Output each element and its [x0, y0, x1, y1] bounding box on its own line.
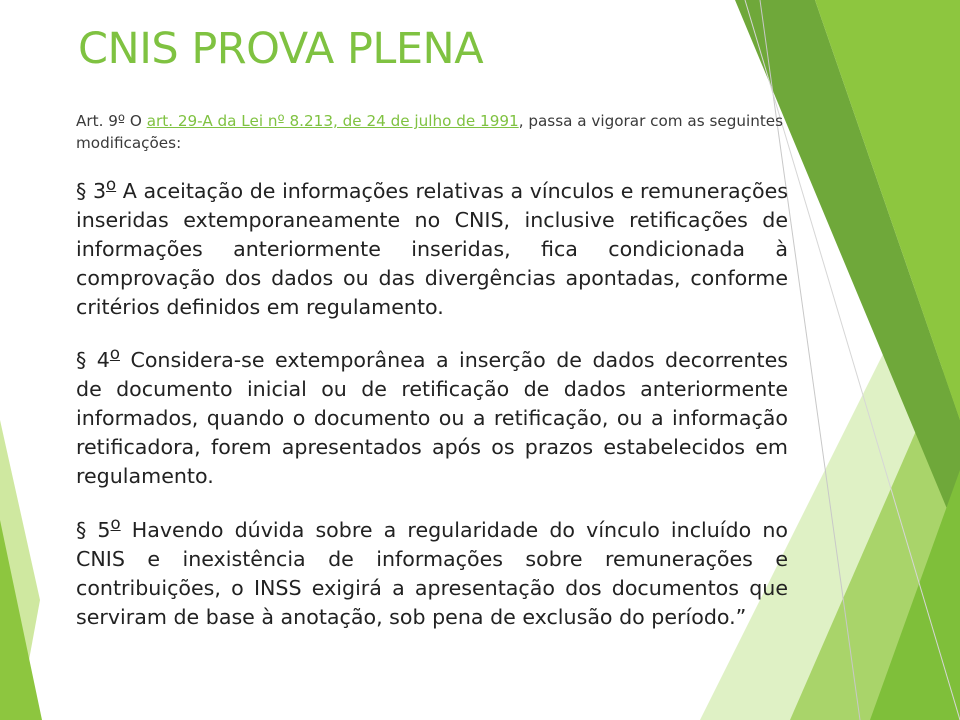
intro-suffix: , passa a vigorar com as seguintes modificações:	[76, 112, 784, 152]
paragraph-section-3	[76, 177, 788, 322]
paragraph-section-5	[76, 516, 788, 632]
ordinal-indicator: o	[109, 344, 120, 364]
paragraph-text: Havendo dúvida sobre a regularidade do vínculo incluído no CNIS e inexistência de informações sobre remunerações e contribuições, o INSS exigirá a apresentação dos documentos que serviram de base à anotação, sob pena de exclusão do período.”	[76, 518, 788, 629]
section-symbol: § 4	[76, 348, 110, 372]
paragraph-section-4	[76, 346, 788, 491]
intro-paragraph	[76, 110, 788, 154]
intro-prefix: Art. 9º O	[76, 112, 147, 130]
paragraph-text: A aceitação de informações relativas a vínculos e remunerações inseridas extemporaneamente no CNIS, inclusive retificações de informações anteriormente inseridas, fica condicionada à comprovação dos dados ou das divergências apontadas, conforme critérios definidos em regulamento.	[76, 179, 788, 319]
section-symbol: § 3	[76, 179, 107, 203]
law-reference-link[interactable]: art. 29-A da Lei nº 8.213, de 24 de julho de 1991	[146, 112, 519, 130]
page-title: CNIS PROVA PLENA	[78, 24, 484, 74]
section-symbol: § 5	[76, 518, 111, 542]
ordinal-indicator: o	[110, 514, 121, 534]
paragraph-text: Considera-se extemporânea a inserção de dados decorrentes de documento inicial ou de retificação de dados anteriormente informados, quando o documento ou a retificação, ou a informação retificadora, forem apresentados após os prazos estabelecidos em regulamento.	[76, 348, 789, 488]
ordinal-indicator: o	[106, 175, 117, 195]
